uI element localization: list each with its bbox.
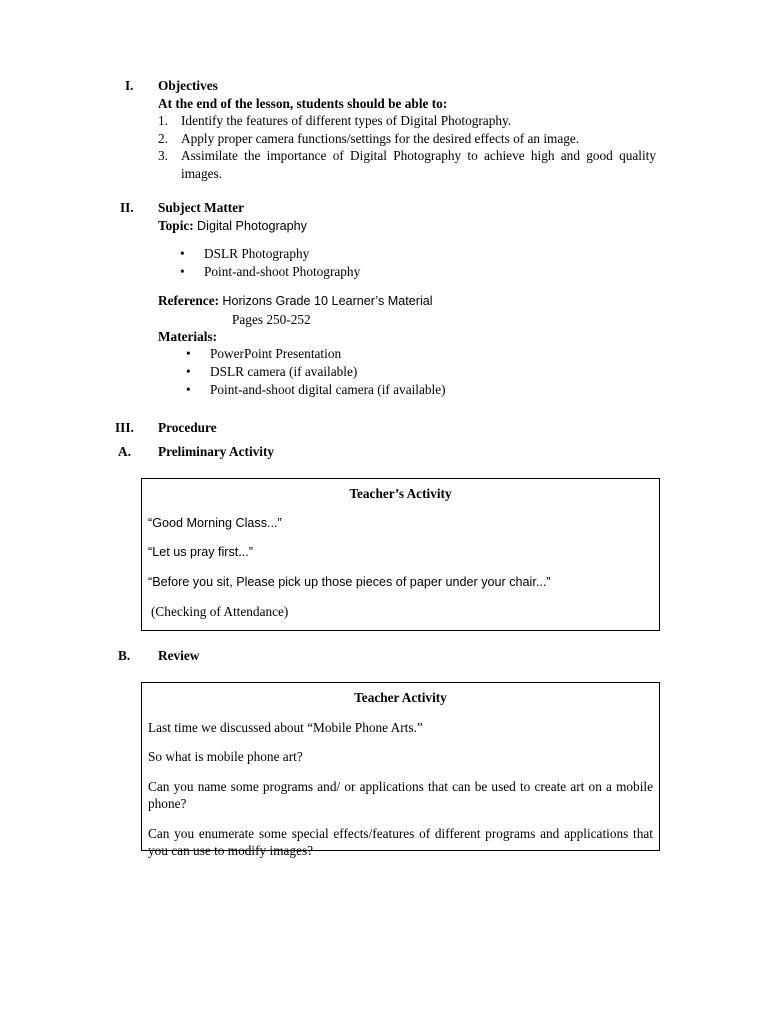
activity-line: (Checking of Attendance) bbox=[151, 604, 289, 619]
teacher-activity-box bbox=[141, 682, 660, 858]
reference-line bbox=[158, 292, 656, 311]
list-item bbox=[158, 147, 656, 182]
list-item bbox=[164, 345, 656, 363]
activity-line: “Good Morning Class...” bbox=[148, 515, 282, 530]
list-item bbox=[164, 363, 656, 381]
bullet-glyph: • bbox=[186, 346, 191, 361]
review-text: Last time we discussed about “Mobile Phone Arts.” bbox=[148, 719, 423, 735]
list-item bbox=[158, 130, 656, 148]
topic-bullet-text: Point-and-shoot Photography bbox=[204, 264, 361, 279]
reference-block bbox=[158, 292, 656, 346]
preliminary-heading: Preliminary Activity bbox=[158, 444, 275, 459]
activity-line: “Before you sit, Please pick up those pieces of paper under your chair...” bbox=[148, 574, 551, 589]
reference-label: Reference: bbox=[158, 293, 220, 308]
procedure-heading: Procedure bbox=[158, 420, 217, 435]
material-text: PowerPoint Presentation bbox=[210, 346, 342, 361]
list-item bbox=[158, 112, 656, 130]
activity-line: “Let us pray first...” bbox=[148, 545, 253, 559]
teachers-activity-box bbox=[141, 478, 660, 631]
material-text: Point-and-shoot digital camera (if available) bbox=[210, 382, 446, 397]
box-header: Teacher Activity bbox=[354, 690, 447, 705]
list-number: 1. bbox=[158, 113, 168, 128]
objective-text: Identify the features of different types of Digital Photography. bbox=[181, 113, 512, 128]
objectives-intro: At the end of the lesson, students should be able to: bbox=[158, 95, 448, 111]
reference-value: Horizons Grade 10 Learner’s Material bbox=[222, 294, 433, 308]
bullet-glyph: • bbox=[180, 246, 185, 261]
reference-pages: Pages 250-252 bbox=[232, 311, 311, 327]
list-number: 2. bbox=[158, 130, 168, 146]
objective-text: Apply proper camera functions/settings for the desired effects of an image. bbox=[181, 130, 580, 146]
topic-line bbox=[158, 217, 656, 236]
topic-value: Digital Photography bbox=[197, 218, 307, 233]
subsection-letter-preliminary: A. bbox=[118, 444, 131, 459]
list-item bbox=[164, 381, 656, 399]
section-numeral-objectives: I. bbox=[125, 78, 134, 93]
objectives-section bbox=[158, 77, 656, 182]
materials-label: Materials: bbox=[158, 329, 218, 344]
objective-text: Assimilate the importance of Digital Photography to achieve high and good quality images. bbox=[181, 148, 656, 181]
objectives-heading: Objectives bbox=[158, 78, 218, 93]
list-number: 3. bbox=[158, 148, 168, 163]
list-item bbox=[158, 263, 656, 281]
bullet-glyph: • bbox=[186, 382, 191, 397]
review-heading: Review bbox=[158, 648, 200, 663]
section-numeral-subject-matter: II. bbox=[120, 200, 134, 215]
subject-matter-heading: Subject Matter bbox=[158, 200, 245, 215]
review-line: Can you name some programs and/ or applications that can be used to create art on a mobile phone? bbox=[148, 778, 653, 811]
materials-list bbox=[164, 345, 656, 399]
topic-bullet-text: DSLR Photography bbox=[204, 246, 310, 261]
review-line: So what is mobile phone art? bbox=[148, 749, 303, 764]
bullet-glyph: • bbox=[180, 264, 185, 279]
subject-matter-section bbox=[158, 199, 656, 235]
list-item bbox=[158, 245, 656, 263]
objectives-list bbox=[158, 112, 656, 182]
section-numeral-procedure: III. bbox=[115, 420, 134, 435]
topic-label: Topic: bbox=[158, 217, 194, 233]
box-header: Teacher’s Activity bbox=[349, 486, 452, 501]
topic-bullets bbox=[158, 245, 656, 281]
material-text: DSLR camera (if available) bbox=[210, 364, 358, 379]
review-line: Can you enumerate some special effects/features of different programs and applications that you can use to modify images? bbox=[148, 825, 653, 858]
review-line bbox=[148, 719, 653, 737]
bullet-glyph: • bbox=[186, 364, 191, 379]
subsection-letter-review: B. bbox=[118, 648, 131, 663]
